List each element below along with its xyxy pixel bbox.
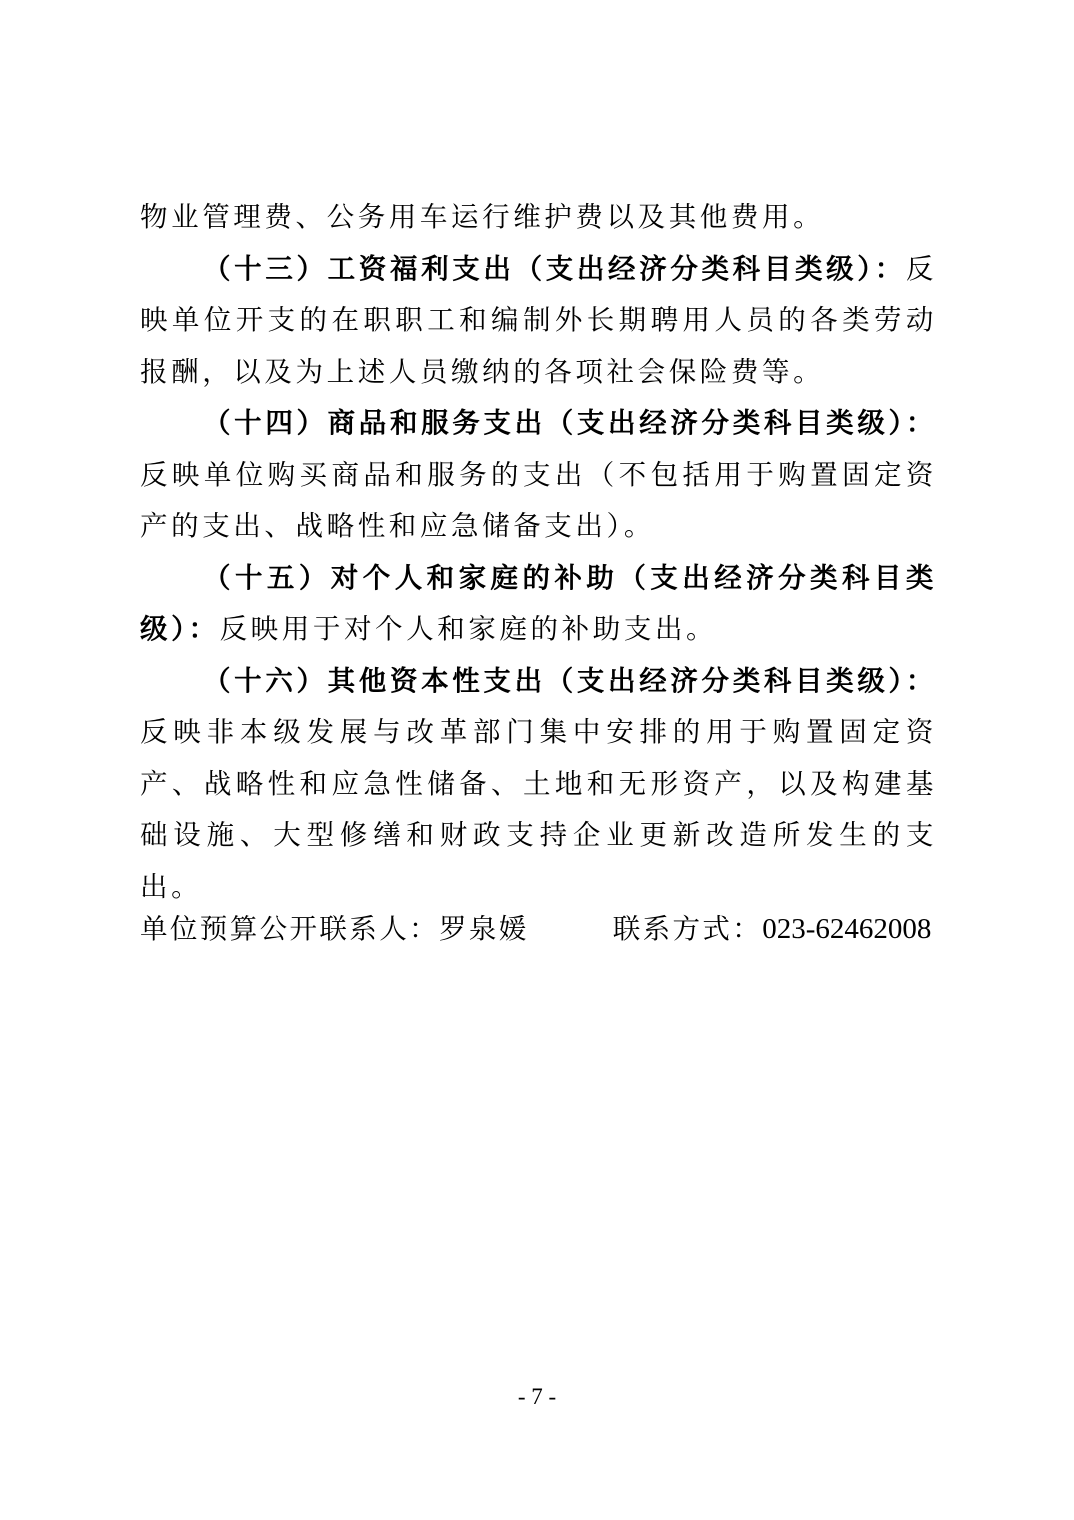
section-13-paragraph (140, 244, 937, 399)
contact-line (140, 904, 937, 955)
contact-person-name: 罗泉媛 (439, 913, 529, 945)
intro-paragraph: 物业管理费、公务用车运行维护费以及其他费用。 (140, 201, 825, 233)
section-14-heading: （十四）商品和服务支出（支出经济分类科目类级）： (203, 407, 937, 439)
contact-method-label: 联系方式： (612, 913, 763, 945)
section-16-paragraph (140, 656, 937, 914)
section-16-body: 反映非本级发展与改革部门集中安排的用于购置固定资产、战略性和应急性储备、土地和无形资产，以及构建基础设施、大型修缮和财政支持企业更新改造所发生的支出。 (140, 716, 937, 903)
contact-phone: 023-62462008 (762, 913, 932, 945)
section-16-heading: （十六）其他资本性支出（支出经济分类科目类级）： (203, 664, 937, 697)
section-13-body: 反映单位开支的在职职工和编制外长期聘用人员的各类劳动报酬，以及为上述人员缴纳的各项社会保险费等。 (140, 252, 937, 388)
section-15-heading: （十五）对个人和家庭的补助（支出经济分类科目类级）： (140, 561, 937, 645)
section-13-heading: （十三）工资福利支出（支出经济分类科目类级）： (203, 252, 906, 285)
section-15-paragraph (140, 553, 937, 656)
document-body (140, 192, 937, 913)
section-14-body: 反映单位购买商品和服务的支出（不包括用于购置固定资产的支出、战略性和应急储备支出）。 (140, 458, 937, 542)
page-number: - 7 - (517, 1384, 557, 1409)
section-15-body: 反映用于对个人和家庭的补助支出。 (219, 613, 718, 645)
section-14-paragraph (140, 398, 937, 553)
contact-person-label: 单位预算公开联系人： (140, 913, 439, 945)
